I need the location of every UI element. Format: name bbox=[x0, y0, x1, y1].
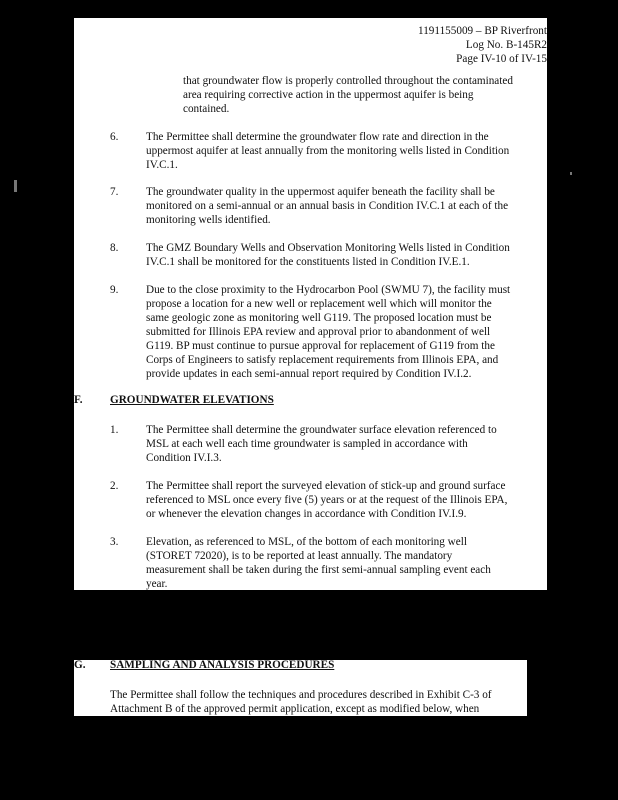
document-page bbox=[74, 18, 547, 590]
item-text-line: monitoring wells identified. bbox=[146, 214, 271, 226]
item-text-line: same geologic zone as monitoring well G119. The proposed location must be bbox=[146, 312, 492, 324]
item-text-line: The Permittee shall determine the groundwater surface elevation referenced to bbox=[146, 424, 497, 436]
item-text-line: referenced to MSL once every five (5) years or at the request of the Illinois EPA, bbox=[146, 494, 508, 506]
item-text-line: IV.C.1. bbox=[146, 159, 178, 171]
item-text-line: provide updates in each semi-annual report required by Condition IV.I.2. bbox=[146, 368, 472, 380]
page-number: Page IV-10 of IV-15 bbox=[456, 53, 547, 65]
section-letter: F. bbox=[74, 394, 83, 406]
log-number: Log No. B-145R2 bbox=[465, 39, 547, 51]
item-number: 2. bbox=[110, 480, 119, 492]
continuation-line: that groundwater flow is properly controlled throughout the contaminated bbox=[183, 75, 513, 87]
item-text-line: The Permittee shall report the surveyed elevation of stick-up and ground surface bbox=[146, 480, 506, 492]
item-text-line: G119. BP must continue to pursue approval for replacement of G119 from the bbox=[146, 340, 495, 352]
document-id-line: 1191155009 – BP Riverfront bbox=[418, 25, 547, 37]
item-text-line: IV.C.1 shall be monitored for the constituents listed in Condition IV.E.1. bbox=[146, 256, 470, 268]
item-text-line: Condition IV.I.3. bbox=[146, 452, 222, 464]
item-text-line: Elevation, as referenced to MSL, of the bottom of each monitoring well bbox=[146, 536, 467, 548]
item-text-line: or whenever the elevation changes in accordance with Condition IV.I.9. bbox=[146, 508, 467, 520]
item-text-line: The GMZ Boundary Wells and Observation Monitoring Wells listed in Condition bbox=[146, 242, 510, 254]
item-text-line: Corps of Engineers to satisfy replacement requirements from Illinois EPA, and bbox=[146, 354, 499, 366]
item-number: 7. bbox=[110, 186, 119, 198]
item-text-line: year. bbox=[146, 578, 168, 590]
document-page-fragment bbox=[74, 660, 527, 716]
paragraph-line: Attachment B of the approved permit application, except as modified below, when bbox=[110, 703, 480, 715]
item-number: 9. bbox=[110, 284, 119, 296]
item-text-line: MSL at each well each time groundwater is sampled in accordance with bbox=[146, 438, 468, 450]
item-text-line: The Permittee shall determine the groundwater flow rate and direction in the bbox=[146, 131, 489, 143]
paragraph-line: The Permittee shall follow the techniques and procedures described in Exhibit C-3 of bbox=[110, 689, 492, 701]
item-text-line: measurement shall be taken during the first semi-annual sampling event each bbox=[146, 564, 491, 576]
section-heading: GROUNDWATER ELEVATIONS bbox=[110, 394, 274, 406]
item-number: 8. bbox=[110, 242, 119, 254]
item-text-line: The groundwater quality in the uppermost aquifer beneath the facility shall be bbox=[146, 186, 495, 198]
section-heading: SAMPLING AND ANALYSIS PROCEDURES bbox=[110, 660, 335, 671]
item-text-line: propose a location for a new well or replacement well which will monitor the bbox=[146, 298, 492, 310]
item-text-line: submitted for Illinois EPA review and approval prior to abandonment of well bbox=[146, 326, 491, 338]
item-number: 3. bbox=[110, 536, 119, 548]
continuation-line: contained. bbox=[183, 103, 230, 115]
section-letter: G. bbox=[74, 660, 86, 671]
item-text-line: monitored on a semi-annual or an annual basis in Condition IV.C.1 at each of the bbox=[146, 200, 509, 212]
item-text-line: uppermost aquifer at least annually from the monitoring wells listed in Condition bbox=[146, 145, 510, 157]
item-text-line: Due to the close proximity to the Hydrocarbon Pool (SWMU 7), the facility must bbox=[146, 284, 511, 296]
scan-speck bbox=[14, 180, 17, 192]
item-number: 1. bbox=[110, 424, 119, 436]
item-number: 6. bbox=[110, 131, 119, 143]
scan-speck bbox=[570, 172, 572, 175]
continuation-line: area requiring corrective action in the uppermost aquifer is being bbox=[183, 89, 474, 101]
item-text-line: (STORET 72020), is to be reported at least annually. The mandatory bbox=[146, 550, 453, 562]
